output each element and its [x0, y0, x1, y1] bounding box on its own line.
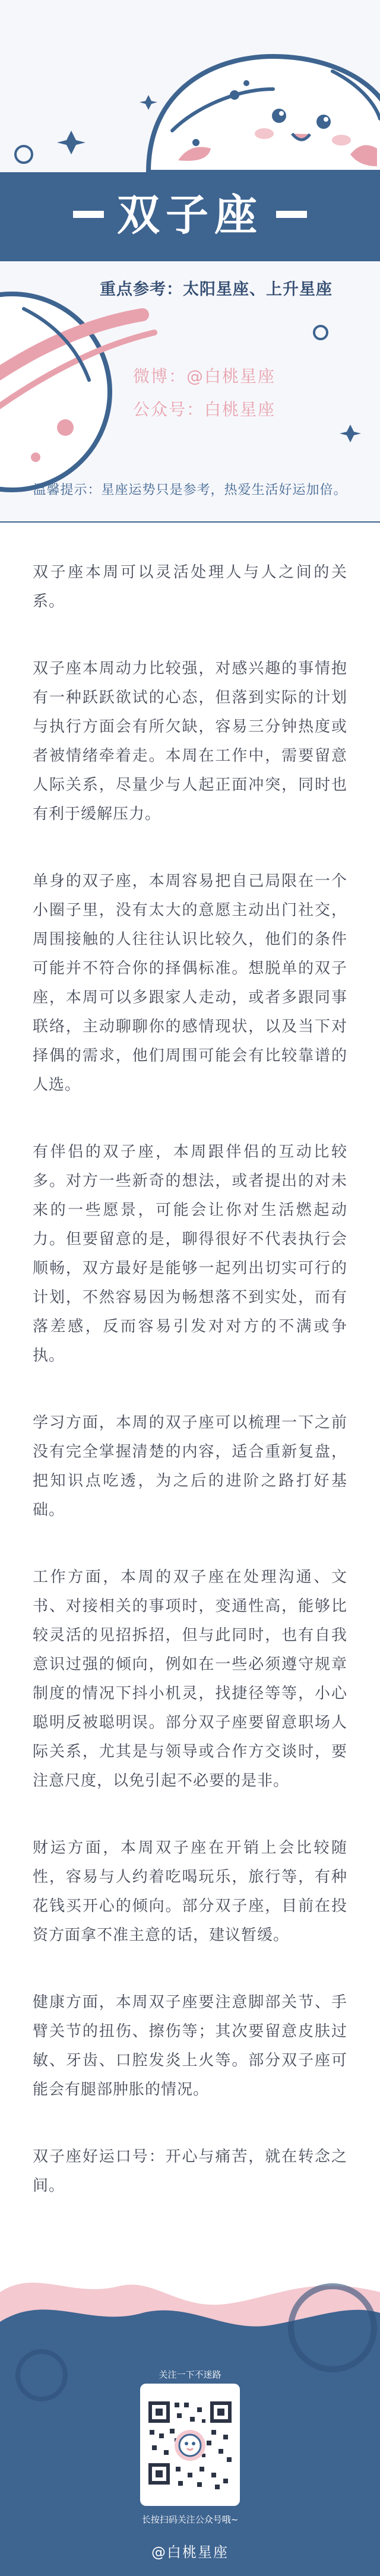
paragraph: 双子座好运口号：开心与痛苦，就在转念之间。: [33, 2148, 347, 2195]
ringed-planet-icon: [0, 294, 154, 490]
page-title: [0, 185, 380, 245]
article-body: [33, 558, 347, 2239]
cute-planet-icon: [148, 56, 380, 172]
wechat-account: 公众号：白桃星座: [133, 400, 276, 419]
qr-top-caption: 关注一下不迷路: [159, 2369, 221, 2380]
title-dash-left: [73, 211, 104, 218]
title-dash-right: [276, 211, 307, 218]
star-icon: [340, 425, 361, 442]
footer: [0, 2257, 380, 2576]
brand-handle: @白桃星座: [151, 2544, 229, 2561]
paragraph: 工作方面，本周的双子座在处理沟通、文书、对接相关的事项时，变通性高，能够比较灵活的见招拆招，但与此同时，也有自我意识过强的倾向，例如在一些必须遵守规章制度的情况下抖小机灵，找捷径等等，小心聪明反被聪明误。部分双子座要留意职场人际关系，尤其是与领导或合作方交谈时，要注意尺度，以免引起不必要的是非。: [33, 1568, 347, 1790]
qr-code[interactable]: [140, 2384, 240, 2506]
header-illustration: [0, 0, 380, 523]
qr-code-icon: [140, 2384, 240, 2506]
paragraph: 双子座本周可以灵活处理人与人之间的关系。: [33, 564, 347, 610]
divider: [0, 521, 380, 523]
ring-dot-icon: [15, 146, 32, 163]
paragraph: 健康方面，本周双子座要注意脚部关节、手臂关节的扭伤、擦伤等；其次要留意皮肤过敏、牙齿、口腔发炎上火等。部分双子座可能会有腿部肿胀的情况。: [33, 1993, 347, 2099]
qr-bottom-caption: 长按扫码关注公众号哦~: [141, 2514, 239, 2525]
paragraph: 有伴侣的双子座，本周跟伴侣的互动比较多。对方一些新奇的想法，或者提出的对未来的一些愿景，可能会让你对生活燃起动力。但要留意的是，聊得很好不代表执行会顺畅，双方最好是能够一起列出切实可行的计划，不然容易因为畅想落不到实处，而有落差感，反而容易引发对对方的不满或争执。: [33, 1143, 347, 1365]
title-text: 双子座: [116, 190, 263, 240]
weibo-handle: 微博：@白桃星座: [133, 366, 276, 386]
tip-note: 温馨提示：星座运势只是参考，热爱生活好运加倍。: [33, 483, 347, 498]
paragraph: 单身的双子座，本周容易把自己局限在一个小圈子里，没有太大的意愿主动出门社交，周围接触的人往往认识比较久，他们的条件可能并不符合你的择偶标准。想脱单的双子座，本周可以多跟家人走动，或者多跟同事联络，主动聊聊你的感情现状，以及当下对择偶的需求，他们周围可能会有比较靠谱的人选。: [33, 872, 347, 1094]
ring-dot-icon: [314, 326, 327, 339]
header-banner: [0, 0, 380, 523]
star-icon: [57, 131, 86, 154]
paragraph: 学习方面，本周的双子座可以梳理一下之前没有完全掌握清楚的内容，适合重新复盘，把知识点吃透，为之后的进阶之路打好基础。: [33, 1414, 347, 1519]
paragraph: 财运方面，本周双子座在开销上会比较随性，容易与人约着吃喝玩乐，旅行等，有种花钱买开心的倾向。部分双子座，目前在投资方面拿不准主意的话，建议暂缓。: [33, 1839, 347, 1944]
star-icon: [140, 95, 157, 110]
reference-note: 重点参考：太阳星座、上升星座: [100, 280, 332, 299]
paragraph: 双子座本周动力比较强，对感兴趣的事情抱有一种跃跃欲试的心态，但落到实际的计划与执行方面会有所欠缺，容易三分钟热度或者被情绪牵着走。本周在工作中，需要留意人际关系，尽量少与人起正面冲突，同时也有利于缓解压力。: [33, 660, 347, 823]
